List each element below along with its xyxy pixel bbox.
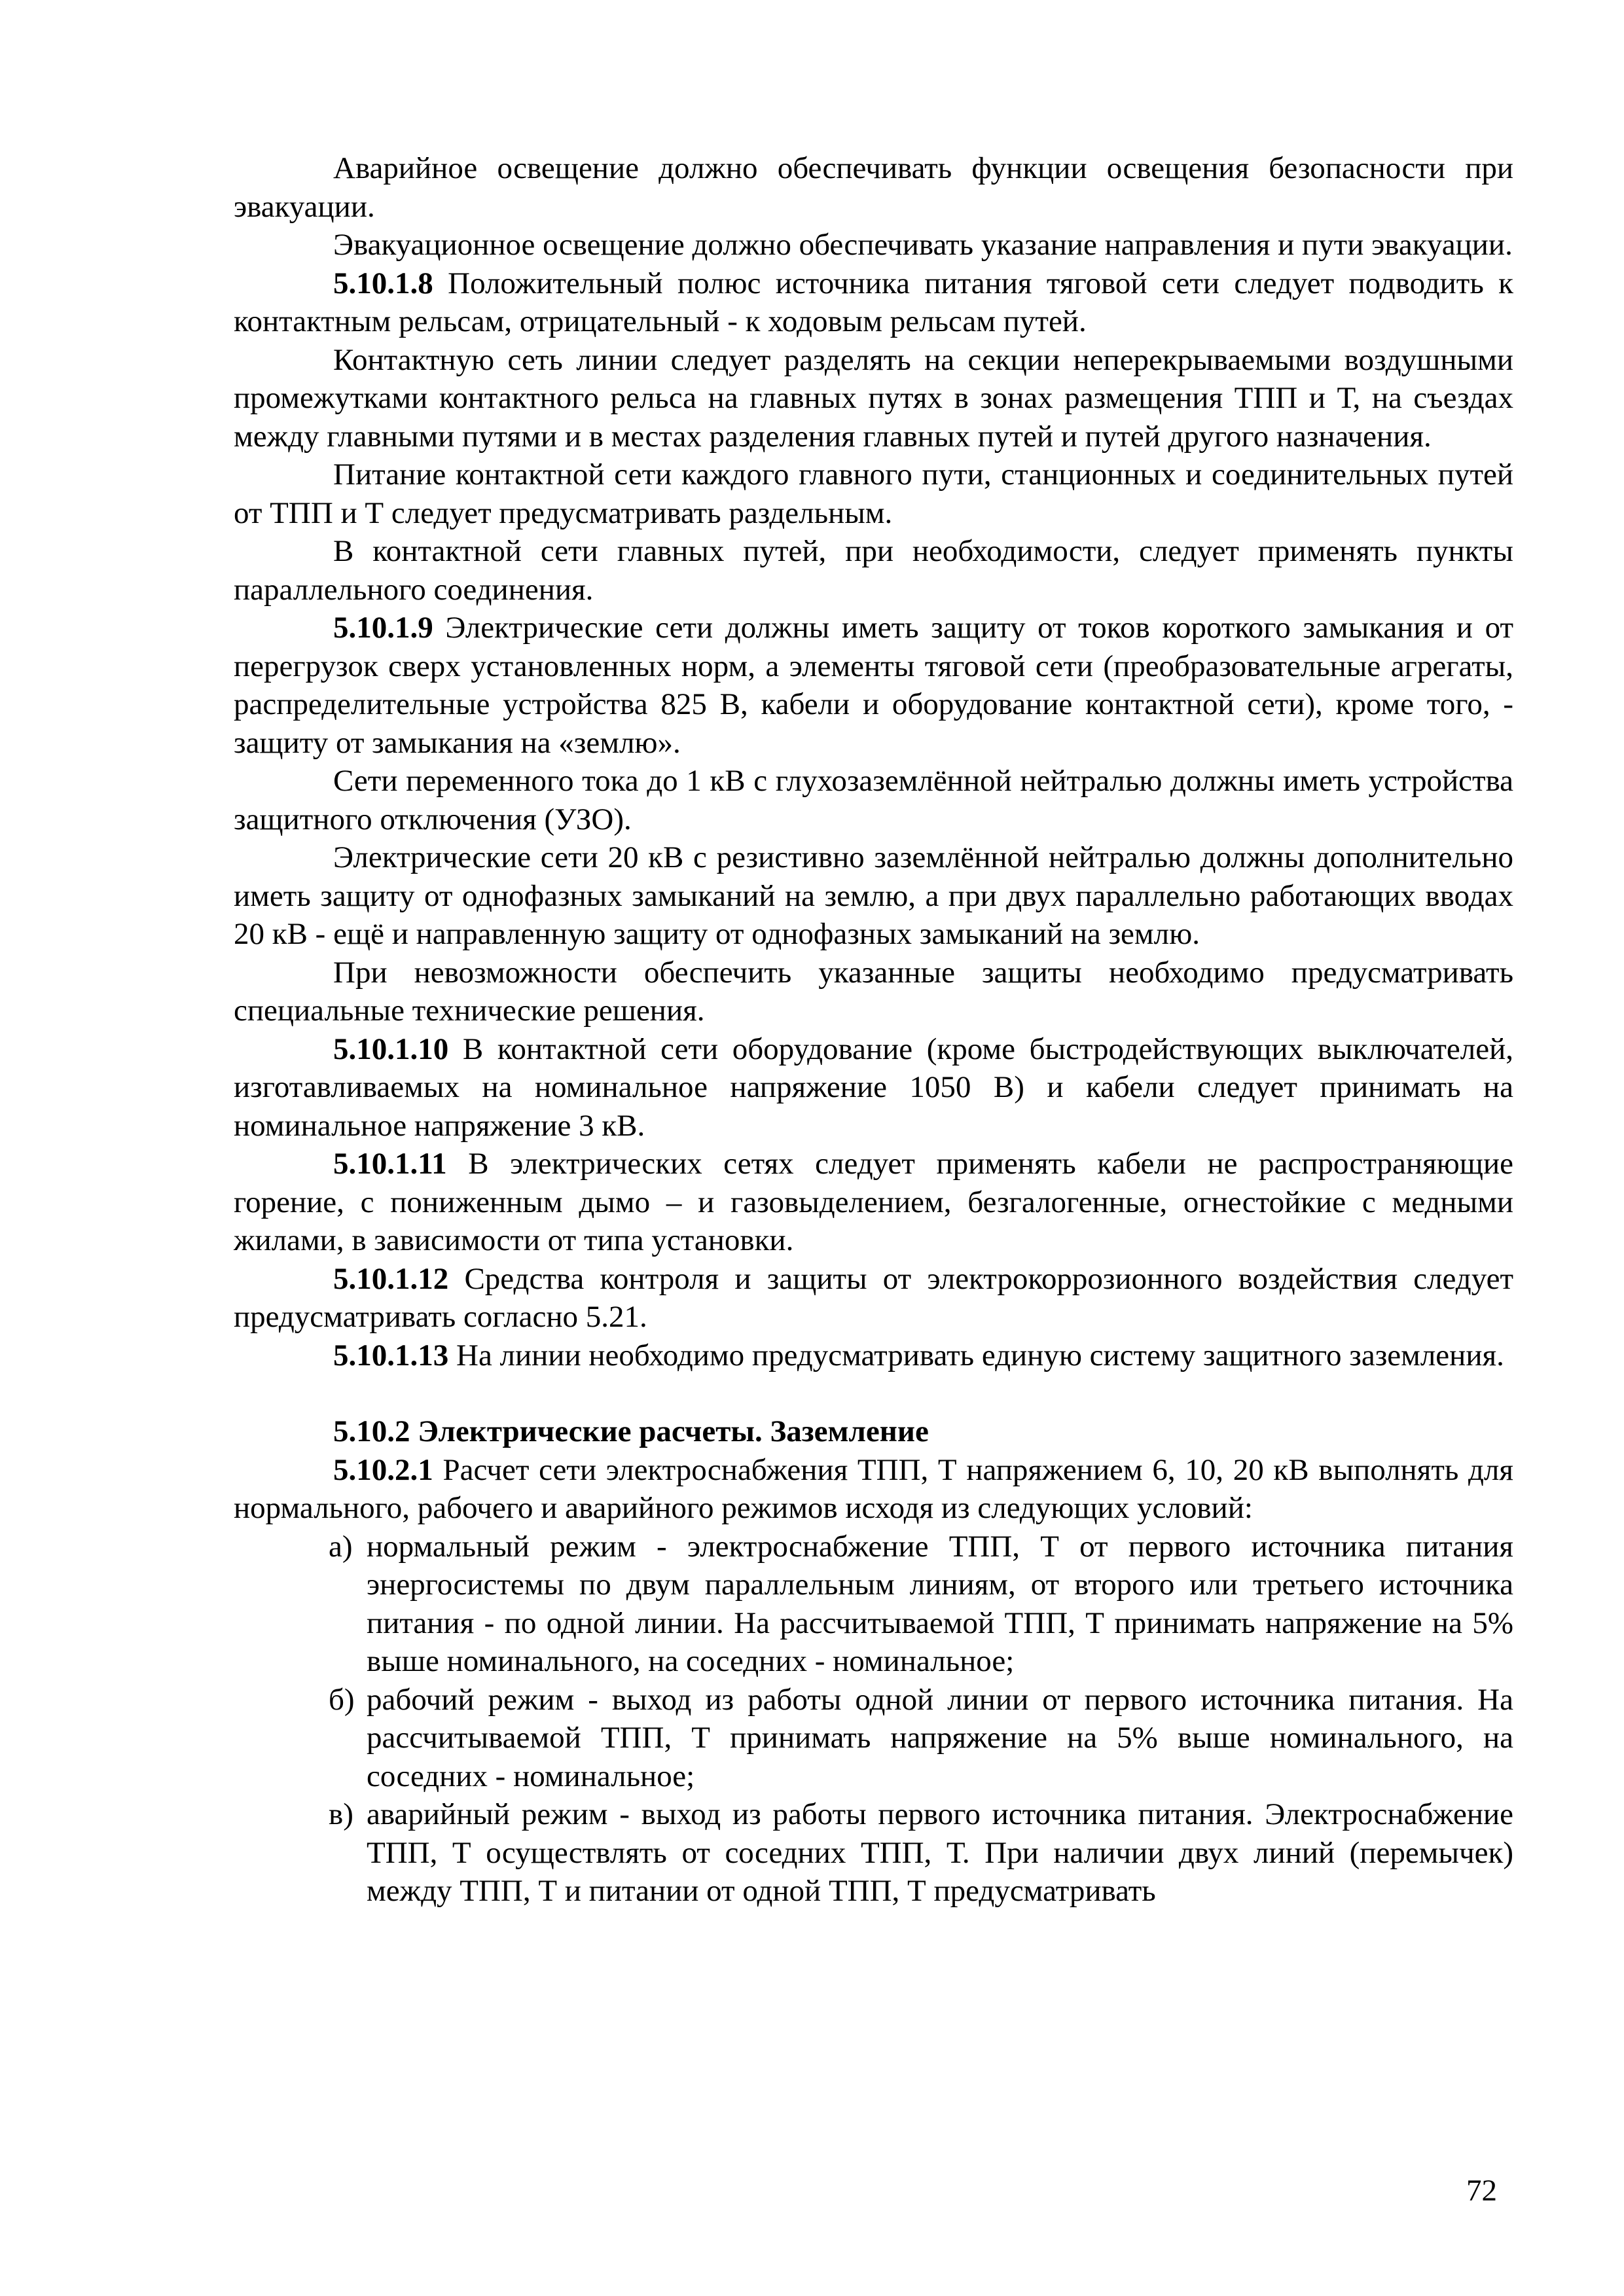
paragraph-text: На линии необходимо предусматривать единую систему защитного заземления. <box>448 1338 1504 1372</box>
paragraph <box>234 609 1513 762</box>
paragraph <box>234 1336 1513 1375</box>
clause-number: 5.10.1.8 <box>333 266 433 300</box>
paragraph <box>234 1145 1513 1260</box>
paragraph: Эвакуационное освещение должно обеспечивать указание направления и пути эвакуации. <box>333 228 1513 262</box>
paragraph <box>234 1030 1513 1145</box>
paragraph: Питание контактной сети каждого главного пути, станционных и соединительных путей от ТПП и Т следует предусматривать раздельным. <box>234 457 1513 530</box>
list-item-text: нормальный режим - электроснабжение ТПП, Т от первого источника питания энергосистемы по двум параллельным линиям, от второго или третьего источника питания - по одной линии. На рассчитываемой ТПП, Т принимать напряжение на 5% выше номинального, на соседних - номинальное; <box>367 1529 1513 1678</box>
list-item <box>234 1795 1513 1910</box>
list-item-text: рабочий режим - выход из работы одной линии от первого источника питания. На рассчитываемой ТПП, Т принимать напряжение на 5% выше номинального, на соседних - номинальное; <box>367 1682 1513 1793</box>
paragraph: Контактную сеть линии следует разделять на секции неперекрываемыми воздушными промежутками контактного рельса на главных путях в зонах размещения ТПП и Т, на съездах между главными путями и в местах разделения главных путей и путей другого назначения. <box>234 342 1513 454</box>
paragraph-text: Расчет сети электроснабжения ТПП, Т напряжением 6, 10, 20 кВ выполнять для нормального, рабочего и аварийного режимов исходя из следующих условий: <box>234 1452 1513 1525</box>
list-marker: а) <box>329 1529 353 1564</box>
paragraph: Сети переменного тока до 1 кВ с глухозаземлённой нейтралью должны иметь устройства защитного отключения (УЗО). <box>234 764 1513 836</box>
paragraph-text: В электрических сетях следует применять кабели не распространяющие горение, с пониженным дымо – и газовыделением, безгалогенные, огнестойкие с медными жилами, в зависимости от типа установки. <box>234 1147 1513 1257</box>
section-heading: 5.10.2 Электрические расчеты. Заземление <box>333 1414 929 1448</box>
paragraph <box>234 1451 1513 1528</box>
clause-number: 5.10.1.13 <box>333 1338 449 1372</box>
list-item <box>234 1681 1513 1796</box>
paragraph: При невозможности обеспечить указанные защиты необходимо предусматривать специальные технические решения. <box>234 955 1513 1028</box>
paragraph-text: Положительный полюс источника питания тяговой сети следует подводить к контактным рельсам, отрицательный - к ходовым рельсам путей. <box>234 266 1513 338</box>
paragraph <box>234 264 1513 341</box>
list-item <box>234 1528 1513 1681</box>
page-number: 72 <box>1466 2174 1497 2208</box>
paragraph-text: Средства контроля и защиты от электрокоррозионного воздействия следует предусматривать согласно 5.21. <box>234 1261 1513 1334</box>
clause-number: 5.10.1.10 <box>333 1031 449 1066</box>
paragraph: Аварийное освещение должно обеспечивать функции освещения безопасности при эвакуации. <box>234 151 1513 224</box>
paragraph: В контактной сети главных путей, при необходимости, следует применять пункты параллельного соединения. <box>234 534 1513 607</box>
paragraph-text: В контактной сети оборудование (кроме быстродействующих выключателей, изготавливаемых на номинальное напряжение 1050 В) и кабели следует принимать на номинальное напряжение 3 кВ. <box>234 1031 1513 1143</box>
list-item-text: аварийный режим - выход из работы первого источника питания. Электроснабжение ТПП, Т осуществлять от соседних ТПП, Т. При наличии двух линий (перемычек) между ТПП, Т и питании от одной ТПП, Т предусматривать <box>367 1797 1513 1908</box>
list-marker: в) <box>329 1797 353 1831</box>
document-body <box>234 149 1513 1910</box>
clause-number: 5.10.1.9 <box>333 611 433 645</box>
clause-number: 5.10.2.1 <box>333 1452 433 1487</box>
clause-number: 5.10.1.12 <box>333 1261 449 1296</box>
paragraph <box>234 1260 1513 1336</box>
paragraph-text: Электрические сети должны иметь защиту от токов короткого замыкания и от перегрузок сверх установленных норм, а элементы тяговой сети (преобразовательные агрегаты, распределительные устройства 825 В, кабели и оборудование контактной сети), кроме того, - защиту от замыкания на «землю». <box>234 611 1513 760</box>
list-marker: б) <box>329 1682 355 1717</box>
clause-number: 5.10.1.11 <box>333 1147 447 1181</box>
paragraph: Электрические сети 20 кВ с резистивно заземлённой нейтралью должны дополнительно иметь защиту от однофазных замыканий на землю, а при двух параллельно работающих вводах 20 кВ - ещё и направленную защиту от однофазных замыканий на землю. <box>234 840 1513 951</box>
